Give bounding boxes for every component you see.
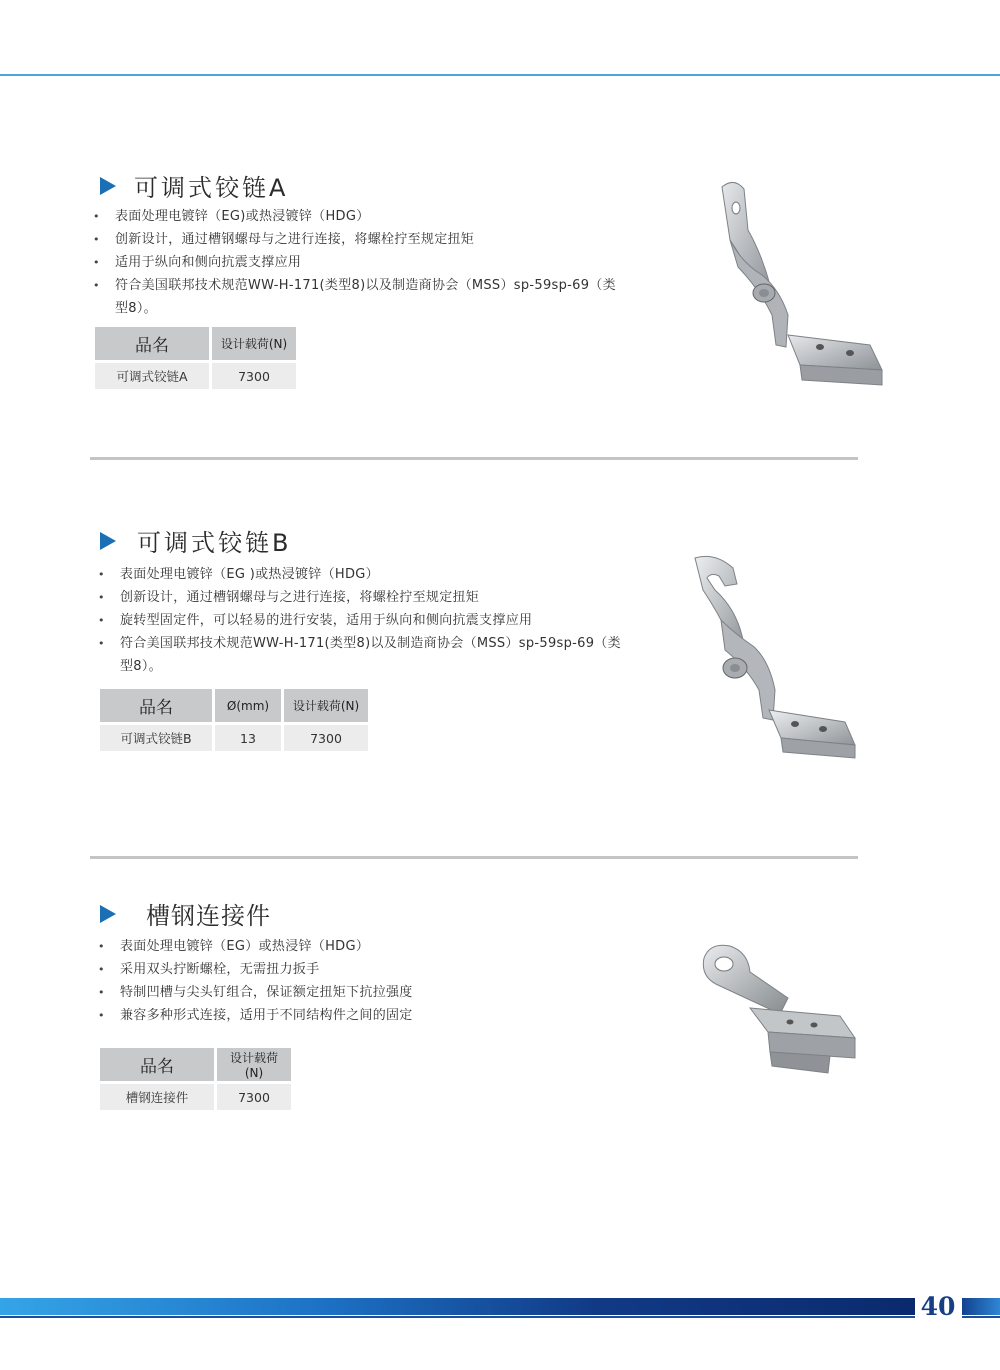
table-cell: 槽钢连接件 bbox=[100, 1084, 214, 1110]
footer-band bbox=[0, 1298, 915, 1315]
spec-table bbox=[92, 324, 299, 392]
list-item: • 特制凹槽与尖头钉组合，保证额定扭矩下抗拉强度 bbox=[98, 981, 628, 1004]
list-item: • 符合美国联邦技术规范WW-H-171(类型8)以及制造商协会（MSS）sp-59sp-69（类型8）。 bbox=[93, 274, 623, 320]
hinge-b-image bbox=[685, 550, 865, 775]
triangle-bullet-icon bbox=[100, 177, 116, 195]
spec-table bbox=[97, 686, 371, 754]
section-title-row bbox=[100, 168, 288, 203]
list-item: • 适用于纵向和侧向抗震支撑应用 bbox=[93, 251, 623, 274]
footer-band-right bbox=[962, 1298, 1000, 1315]
feature-list bbox=[98, 935, 628, 1027]
table-cell: 7300 bbox=[284, 725, 368, 751]
table-header: 设计载荷(N) bbox=[217, 1048, 291, 1081]
table-header-row bbox=[100, 689, 368, 722]
list-item: • 表面处理电镀锌（EG )或热浸镀锌（HDG） bbox=[98, 563, 628, 586]
triangle-bullet-icon bbox=[100, 532, 116, 550]
channel-connector-image bbox=[690, 938, 865, 1083]
table-cell: 13 bbox=[215, 725, 281, 751]
list-item: • 符合美国联邦技术规范WW-H-171(类型8)以及制造商协会（MSS）sp-59sp-69（类型8）。 bbox=[98, 632, 628, 678]
hinge-a-image bbox=[700, 175, 900, 400]
table-row bbox=[100, 725, 368, 751]
list-item: • 兼容多种形式连接，适用于不同结构件之间的固定 bbox=[98, 1004, 628, 1027]
table-header: 品名 bbox=[100, 689, 212, 722]
footer-rule-right bbox=[962, 1316, 1000, 1318]
page-number: 40 bbox=[920, 1292, 956, 1321]
table-header-row bbox=[95, 327, 296, 360]
feature-list bbox=[98, 563, 628, 678]
table-cell: 7300 bbox=[217, 1084, 291, 1110]
table-header: 品名 bbox=[95, 327, 209, 360]
list-item: • 旋转型固定件，可以轻易的进行安装，适用于纵向和侧向抗震支撑应用 bbox=[98, 609, 628, 632]
section-title-row bbox=[100, 523, 291, 558]
list-item: • 采用双头拧断螺栓，无需扭力扳手 bbox=[98, 958, 628, 981]
table-cell: 可调式铰链A bbox=[95, 363, 209, 389]
list-item: • 创新设计，通过槽钢螺母与之进行连接，将螺栓拧至规定扭矩 bbox=[93, 228, 623, 251]
table-row bbox=[100, 1084, 291, 1110]
table-header: 品名 bbox=[100, 1048, 214, 1081]
spec-table bbox=[97, 1045, 294, 1113]
section-title: 可调式铰链A bbox=[134, 174, 289, 202]
table-header-row bbox=[100, 1048, 291, 1081]
table-row bbox=[95, 363, 296, 389]
list-item: • 表面处理电镀锌（EG)或热浸镀锌（HDG） bbox=[93, 205, 623, 228]
table-header: 设计载荷(N) bbox=[284, 689, 368, 722]
section-title: 槽钢连接件 bbox=[146, 902, 271, 930]
top-rule bbox=[0, 74, 1000, 76]
footer-rule bbox=[0, 1316, 915, 1318]
section-title: 可调式铰链B bbox=[137, 529, 292, 557]
section-divider bbox=[90, 856, 858, 859]
list-item: • 创新设计，通过槽钢螺母与之进行连接，将螺栓拧至规定扭矩 bbox=[98, 586, 628, 609]
list-item: • 表面处理电镀锌（EG）或热浸锌（HDG） bbox=[98, 935, 628, 958]
section-divider bbox=[90, 457, 858, 460]
triangle-bullet-icon bbox=[100, 905, 116, 923]
feature-list bbox=[93, 205, 623, 320]
table-cell: 7300 bbox=[212, 363, 296, 389]
table-header: 设计载荷(N) bbox=[212, 327, 296, 360]
table-cell: 可调式铰链B bbox=[100, 725, 212, 751]
section-title-row bbox=[100, 896, 271, 931]
table-header: Ø(mm) bbox=[215, 689, 281, 722]
